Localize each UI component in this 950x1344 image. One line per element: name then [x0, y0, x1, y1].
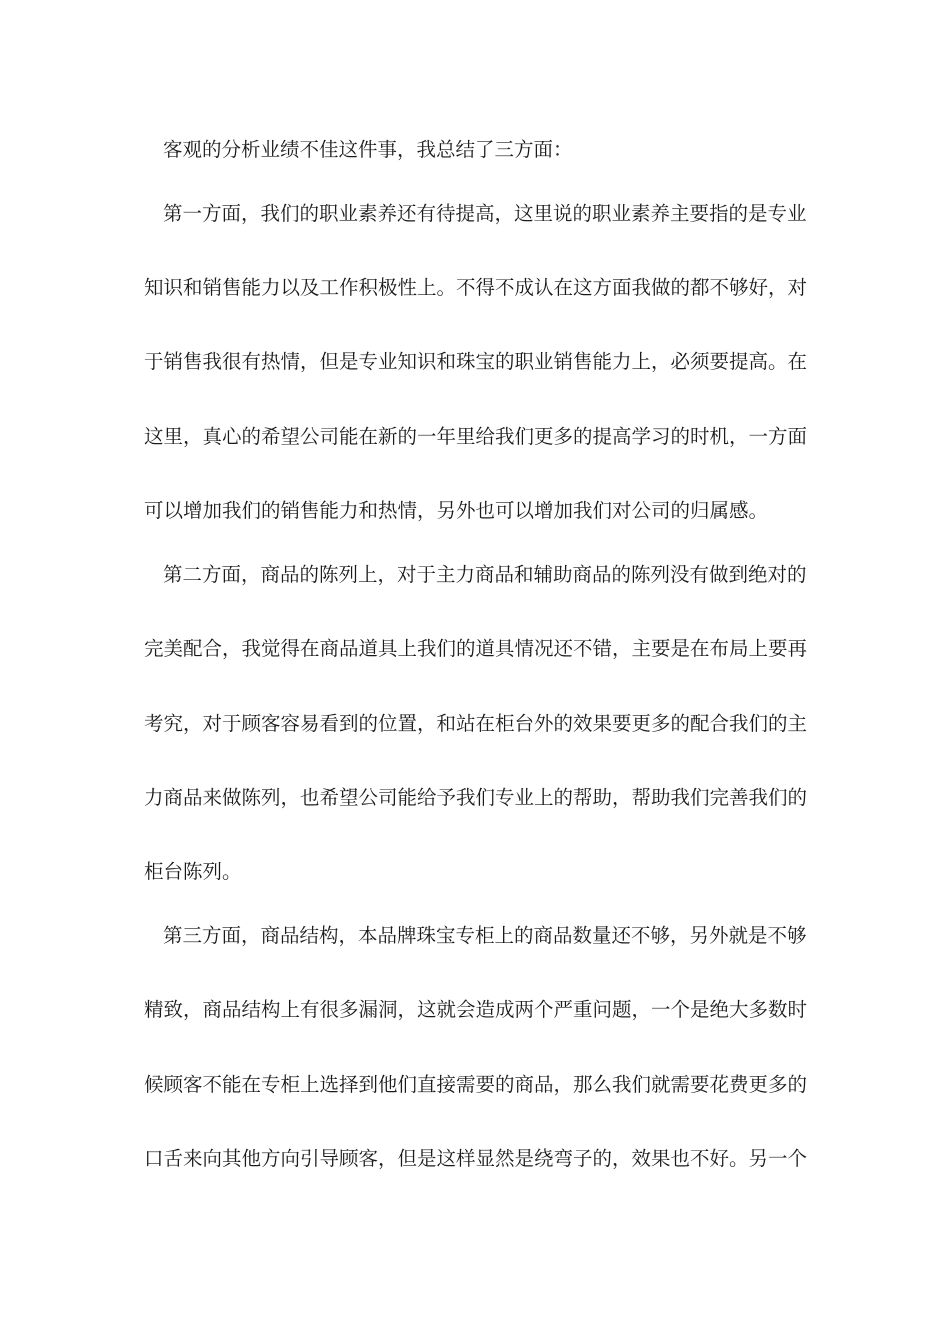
paragraph-2-line-3: 考究，对于顾客容易看到的位置，和站在柜台外的效果要更多的配合我们的主: [144, 712, 808, 735]
paragraph-1-line-1: 第一方面，我们的职业素养还有待提高，这里说的职业素养主要指的是专业: [163, 202, 807, 225]
paragraph-2-line-4: 力商品来做陈列，也希望公司能给予我们专业上的帮助，帮助我们完善我们的: [144, 786, 808, 809]
paragraph-3-line-4: 口舌来向其他方向引导顾客，但是这样显然是绕弯子的，效果也不好。另一个: [144, 1147, 808, 1170]
paragraph-1-line-3: 于销售我很有热情，但是专业知识和珠宝的职业销售能力上，必须要提高。在: [144, 350, 808, 373]
paragraph-1-line-4: 这里，真心的希望公司能在新的一年里给我们更多的提高学习的时机，一方面: [144, 425, 808, 448]
intro-line: 客观的分析业绩不佳这件事，我总结了三方面：: [163, 138, 573, 161]
paragraph-2-line-1: 第二方面，商品的陈列上，对于主力商品和辅助商品的陈列没有做到绝对的: [163, 563, 807, 586]
paragraph-2-line-2: 完美配合，我觉得在商品道具上我们的道具情况还不错，主要是在布局上要再: [144, 637, 808, 660]
paragraph-3-line-3: 候顾客不能在专柜上选择到他们直接需要的商品，那么我们就需要花费更多的: [144, 1073, 808, 1096]
paragraph-1-line-2: 知识和销售能力以及工作积极性上。不得不成认在这方面我做的都不够好，对: [144, 276, 808, 299]
paragraph-2-line-5: 柜台陈列。: [144, 860, 242, 883]
paragraph-1-line-5: 可以增加我们的销售能力和热情，另外也可以增加我们对公司的归属感。: [144, 499, 769, 522]
paragraph-3-line-2: 精致，商品结构上有很多漏洞，这就会造成两个严重问题，一个是绝大多数时: [144, 998, 808, 1021]
paragraph-3-line-1: 第三方面，商品结构，本品牌珠宝专柜上的商品数量还不够，另外就是不够: [163, 924, 807, 947]
